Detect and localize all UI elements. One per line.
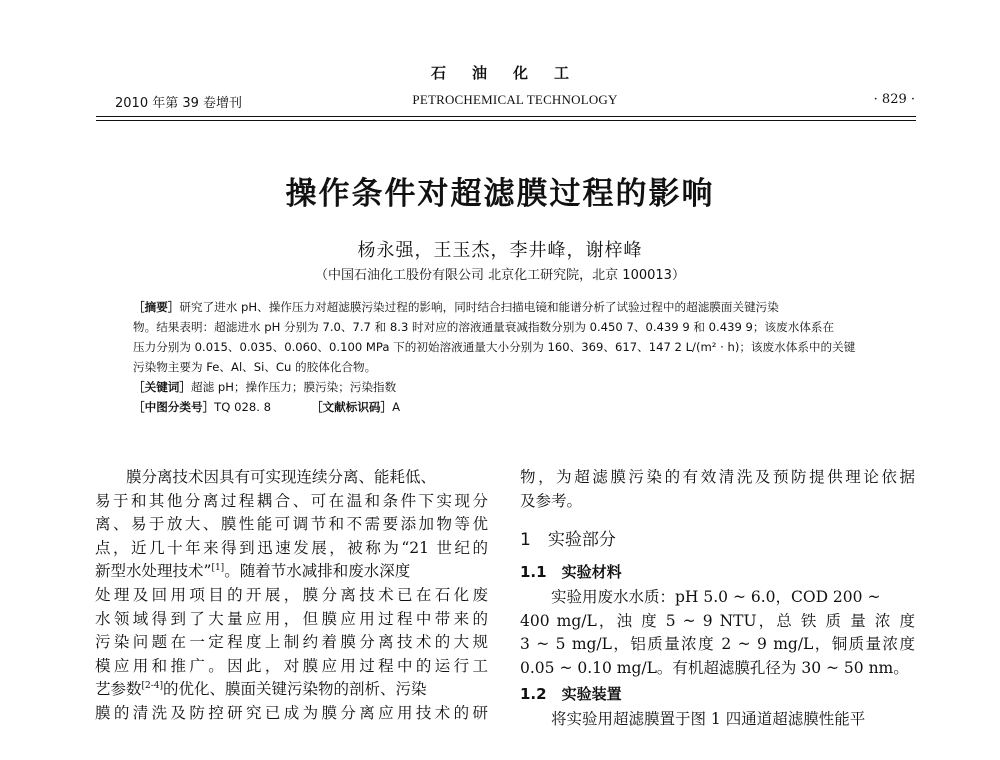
body-text: 的优化、膜面关键污染物的剖析、污染 [163,680,427,699]
body-line: 3 ~ 5 mg/L，铝质量浓度 2 ~ 9 mg/L，铜质量浓度 [520,635,915,654]
abstract-line: 物。结果表明：超滤进水 pH 分别为 7.0、7.7 和 8.3 时对应的溶液通量衰减指数分别为 0.450 7、0.439 9 和 0.439 9；该废水体系在 [133,320,835,334]
citation-ref: [2-4] [141,681,164,692]
journal-name-en: PETROCHEMICAL TECHNOLOGY [412,92,618,107]
body-line [95,678,488,702]
citation-ref: [1] [211,563,225,574]
body-text: 。随着节水减排和废水深度 [224,562,411,581]
header-rule [96,116,916,117]
abstract-block [133,297,893,417]
journal-name-cn: 石油化工 [430,64,595,82]
body-line: 物，为超滤膜污染的有效清洗及预防提供理论依据 [520,468,915,486]
issue-info: 2010 年第 39 卷增刊 [115,96,243,111]
abstract-line: 污染物主要为 Fe、Al、Si、Cu 的胶体化合物。 [133,360,377,374]
body-line [95,560,488,584]
body-line: 膜分离技术因具有可实现连续分离、能耗低、 [126,468,437,486]
page-number: · 829 · [873,92,915,107]
abstract-line: 压力分别为 0.015、0.035、0.060、0.100 MPa 下的初始溶液通量大小分别为 160、369、617、147 2 L/(m² · h)；该废水体系中的关键 [133,340,856,354]
body-line: 及参考。 [520,491,583,510]
body-column-left [95,466,488,726]
body-line: 400 mg/L，浊 度 5 ~ 9 NTU，总 铁 质 量 浓 度 [520,611,915,630]
classification-line [133,397,893,417]
article-title: 操作条件对超滤膜过程的影响 [285,176,715,212]
abstract-line [133,297,893,317]
keywords-label: ［关键词］ [133,380,191,394]
class-label: ［中图分类号］ [133,400,215,414]
body-line: 模应用和推广。因此，对膜应用过程中的运行工 [95,656,488,675]
body-line: 膜的清洗及防控研究已成为膜分离应用技术的研 [95,703,488,722]
body-text: 新型水处理技术” [95,562,212,581]
body-line: 将实验用超滤膜置于图 1 四通道超滤膜性能平 [551,709,866,728]
running-header [115,92,915,112]
doc-code-value: A [392,400,401,414]
subsection-heading: 1.2 实验装置 [520,684,622,703]
keywords-text: 超滤 pH；操作压力；膜污染；污染指数 [190,380,397,394]
body-line: 易于和其他分离过程耦合、可在温和条件下实现分 [95,491,488,510]
body-line: 离、易于放大、膜性能可调节和不需要添加物等优 [95,515,488,534]
body-column-right [520,466,915,731]
body-line: 处理及回用项目的开展，膜分离技术已在石化废 [95,585,488,604]
body-line: 水领域得到了大量应用，但膜应用过程中带来的 [95,609,488,628]
body-line: 实验用废水水质：pH 5.0 ~ 6.0，COD 200 ~ [551,588,881,607]
body-line: 点，近几十年来得到迅速发展，被称为“21 世纪的 [95,538,488,557]
header-rule-thin [96,120,916,121]
affiliation: （中国石油化工股份有限公司 北京化工研究院，北京 100013） [315,268,685,283]
keywords-line [133,377,893,397]
abstract-text: 研究了进水 pH、操作压力对超滤膜污染过程的影响，同时结合扫描电镜和能谱分析了试验过程中的超滤膜面关键污染 [179,300,779,314]
section-heading: 1 实验部分 [520,530,616,551]
body-line: 0.05 ~ 0.10 mg/L。有机超滤膜孔径为 30 ~ 50 nm。 [520,658,909,677]
body-text: 艺参数 [95,680,142,699]
body-line: 污染问题在一定程度上制约着膜分离技术的大规 [95,633,488,652]
class-value: TQ 028. 8 [214,400,271,414]
authors: 杨永强，王玉杰，李井峰，谢梓峰 [357,240,643,261]
subsection-heading: 1.1 实验材料 [520,563,622,582]
abstract-label: ［摘要］ [133,300,180,314]
doc-code-label: ［文献标识码］ [310,400,393,414]
